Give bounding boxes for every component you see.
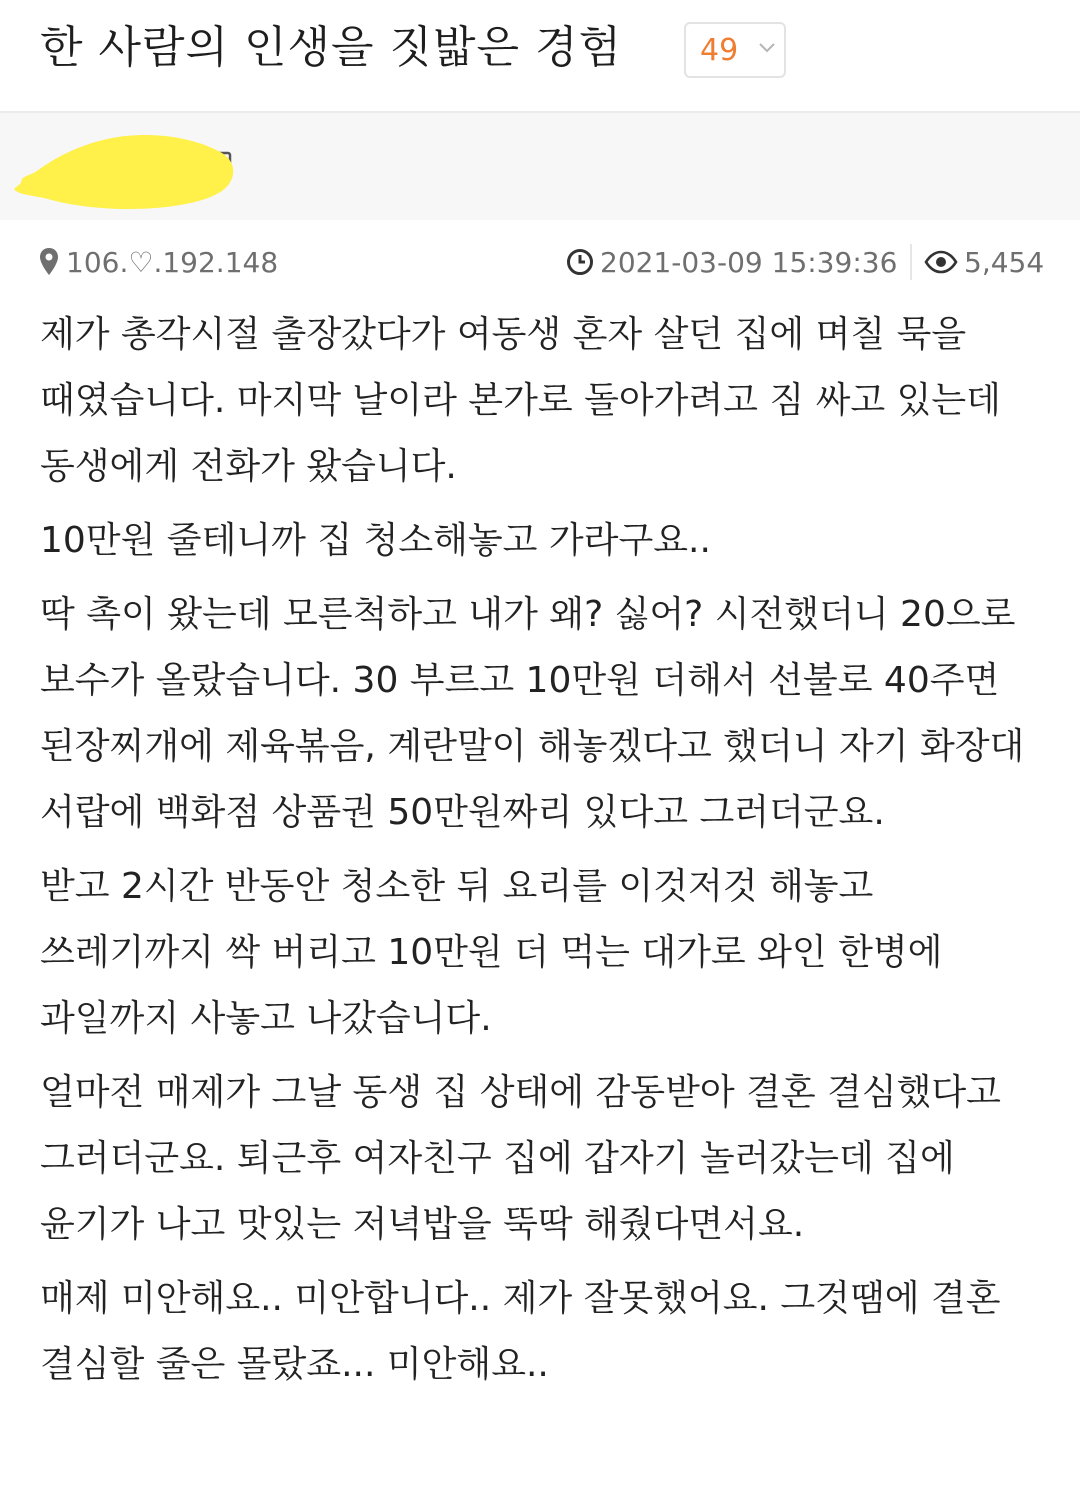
body-paragraph: 10만원 줄테니까 집 청소해놓고 가라구요.. — [40, 520, 711, 561]
date-info — [566, 242, 897, 282]
post-meta — [0, 224, 1080, 298]
post-body — [40, 302, 1050, 1406]
ip-info — [38, 242, 278, 282]
post-datetime: 2021-03-09 15:39:36 — [600, 245, 898, 279]
meta-divider — [910, 244, 912, 280]
post-header — [0, 0, 1080, 110]
chevron-down-icon — [756, 36, 778, 58]
comment-count: 49 — [700, 33, 739, 68]
view-count: 5,454 — [964, 245, 1045, 279]
clock-icon — [566, 248, 594, 276]
body-paragraph: 매제 미안해요.. 미안합니다.. 제가 잘못했어요. 그것땜에 결혼 결심할 줄은 몰랐죠... 미안해요.. — [40, 1278, 1001, 1385]
body-paragraph: 제가 총각시절 출장갔다가 여동생 혼자 살던 집에 며칠 묵을 때였습니다. 마지막 날이라 본가로 돌아가려고 짐 싸고 있는데 동생에게 전화가 왔습니다. — [40, 314, 1001, 487]
eye-icon — [924, 250, 958, 274]
author-name-redaction — [8, 123, 240, 215]
comment-count-button[interactable] — [684, 22, 786, 78]
views-info — [924, 242, 1044, 282]
ip-address: 106.♡.192.148 — [66, 245, 279, 279]
body-paragraph: 딱 촉이 왔는데 모른척하고 내가 왜? 싫어? 시전했더니 20으로 보수가 올랐습니다. 30 부르고 10만원 더해서 선불로 40주면 된장찌개에 제육볶음, 계란말이 해놓겠다고 했더니 자기 화장대 서랍에 백화점 상품권 50만원짜리 있다고 그러더군요. — [40, 594, 1025, 833]
location-pin-icon — [38, 247, 60, 277]
author-section — [0, 113, 1080, 220]
post-title: 한 사람의 인생을 짓밟은 경험 — [40, 22, 622, 73]
body-paragraph: 얼마전 매제가 그날 동생 집 상태에 감동받아 결혼 결심했다고 그러더군요. 퇴근후 여자친구 집에 갑자기 놀러갔는데 집에 윤기가 나고 맛있는 저녁밥을 뚝딱 해줬다면서요. — [40, 1072, 1001, 1245]
body-paragraph: 받고 2시간 반동안 청소한 뒤 요리를 이것저것 해놓고 쓰레기까지 싹 버리고 10만원 더 먹는 대가로 와인 한병에 과일까지 사놓고 나갔습니다. — [40, 866, 943, 1039]
